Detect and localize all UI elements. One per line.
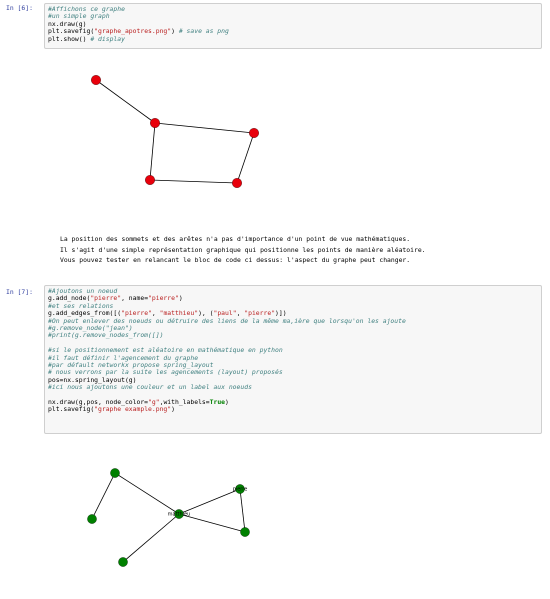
graph-edge [115, 473, 179, 514]
code-token: #Ajoutons un noeud [48, 287, 118, 295]
code-token: # nous verrons par la suite les agencements (layout) proposés [48, 368, 283, 377]
code-token: # display [90, 34, 125, 43]
code-token: "pierre" [244, 309, 276, 318]
graph-node [110, 468, 119, 477]
code-token: nx.draw(g,pos, node_color= [48, 398, 149, 407]
code-token: #ici nous ajoutons une couleur et un label aux noeuds [48, 383, 252, 392]
graph-node [118, 557, 127, 566]
code-token: )]) [275, 309, 287, 318]
markdown-line: Il s'agit d'une simple représentation graphique qui positionne les points de manière aléatoire. [60, 245, 426, 254]
graph-node [87, 514, 96, 523]
graph-edge [123, 514, 179, 562]
code-token: "pierre" [148, 294, 179, 303]
code-token: ) [171, 27, 179, 36]
code-token: #si le positionnement est aléatoire en mathématique en python [48, 346, 283, 355]
markdown-line: Vous pouvez tester en relancant le bloc de code ci dessus: l'aspect du graphe peut changer. [60, 256, 411, 264]
code-token: "pierre" [121, 309, 152, 318]
code-token: ), ( [198, 309, 214, 318]
code-token: #et ses relations [48, 301, 114, 310]
graph-edge [92, 473, 115, 519]
code-token: g.add_edges_from([( [48, 309, 122, 318]
code-token: plt.savefig( [48, 27, 95, 36]
code-token: g.add_node( [48, 294, 91, 303]
node-label: pierre [232, 486, 248, 493]
code-token: #Affichons ce graphe [48, 5, 125, 13]
code-token: # save as png [178, 27, 229, 36]
code-token: "paul" [213, 309, 237, 318]
markdown-line: La position des sommets et des arêtes n'a pas d'importance d'un point de vue mathématiques. [60, 235, 411, 243]
code-token: , [236, 309, 245, 318]
code-token: #print(g.remove_nodes_from([]) [48, 331, 164, 340]
code-token: pos=nx.spring_layout(g) [48, 375, 137, 384]
code-token: #par défault networkx propose spring_layout [48, 361, 214, 370]
graph-node [240, 527, 249, 536]
code-token: "g" [148, 398, 160, 407]
code-token: plt.show() [48, 34, 91, 43]
cell-prompt: In [7]: [6, 288, 33, 296]
code-token: ) [178, 294, 183, 303]
graph-edge [240, 489, 245, 532]
code-token: , name= [121, 294, 149, 303]
cell-prompt: In [6]: [6, 4, 33, 12]
code-token: #On peut enlever des noeuds ou détruire des liens de la même ma,ière que lorsqu'on les ajoute [48, 316, 406, 325]
code-token: "graphe_apotres.png" [94, 27, 172, 36]
graph-edge [179, 489, 240, 514]
code-token: "graphe example.png" [94, 405, 172, 414]
code-token: nx.draw(g) [48, 19, 87, 28]
code-token: #il faut définir l'agencement du graphe [48, 353, 199, 362]
code-token: ,with_labels= [159, 398, 210, 407]
code-token: plt.savefig( [48, 405, 95, 414]
code-token: ) [171, 405, 175, 414]
code-token: "pierre" [90, 294, 122, 303]
code-token: "matthieu" [159, 309, 199, 318]
node-label: matthieu [167, 511, 191, 518]
code-token: , [151, 309, 160, 318]
code-token: #g.remove_node("jean") [48, 324, 133, 333]
code-token: True [209, 398, 226, 407]
code-token: ) [225, 398, 229, 407]
code-token: #un simple graph [48, 12, 110, 21]
